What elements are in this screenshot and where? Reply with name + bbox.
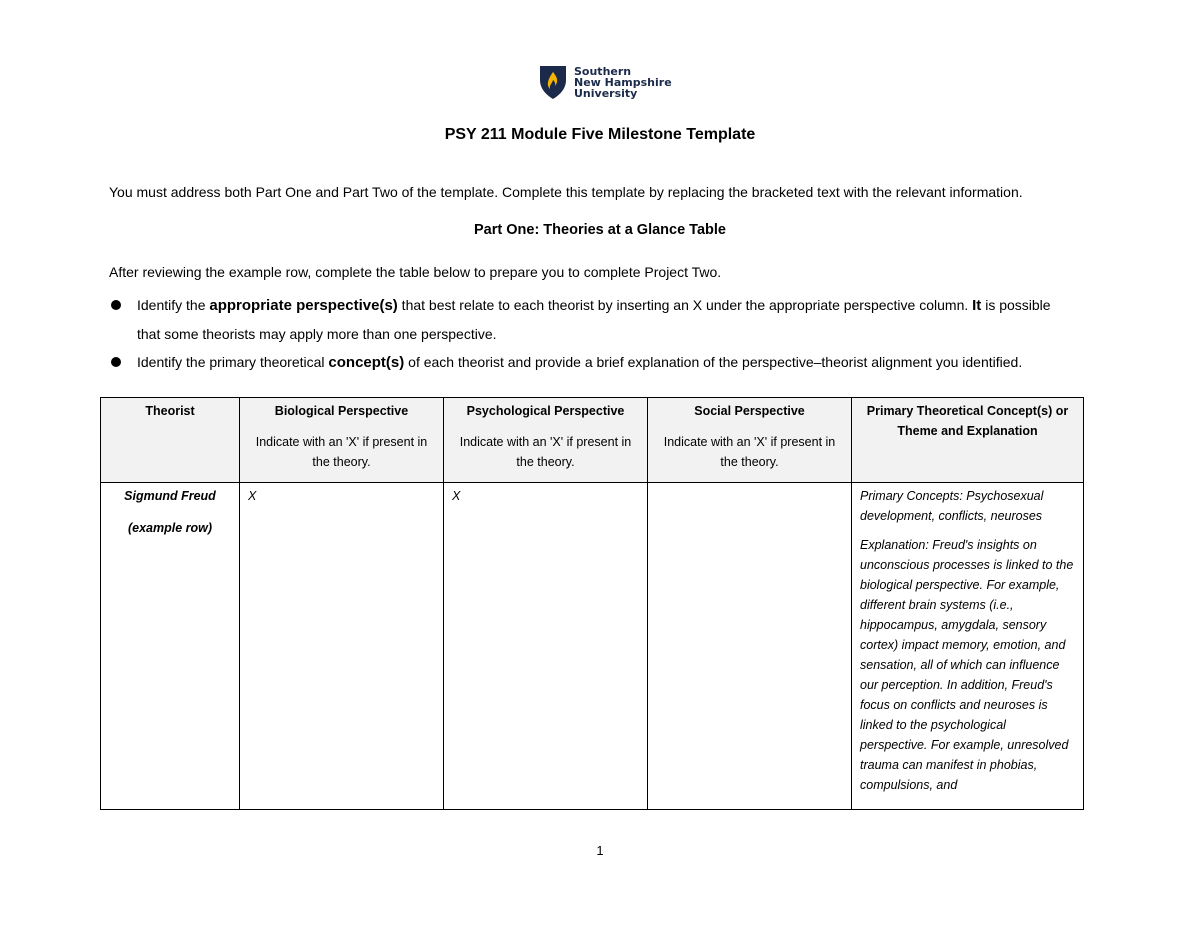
header-label: Biological Perspective — [274, 404, 409, 418]
instruction-list — [109, 291, 1069, 377]
explanation-text: Explanation: Freud's insights on unconscious processes is linked to the biological perspective. For example, different brain systems (i.e., hippocampus, amygdala, sensory cortex) impact memory, emotion, and sensation, all of which can influence our perception. In addition, Freud's focus on conflicts and neuroses is linked to the psychological perspective. For example, unresolved trauma can manifest in phobias, compulsions, and — [860, 538, 1074, 792]
header-label: Social Perspective — [694, 404, 805, 418]
list-item — [109, 291, 1069, 348]
logo-line: New Hampshire — [574, 75, 672, 89]
logo-line: University — [574, 86, 638, 100]
bullet-text: is possible that some theorists may apply more than one perspective. — [137, 297, 1051, 342]
header-label: Theorist — [145, 404, 195, 418]
header-instruction: Indicate with an 'X' if present in the theory. — [255, 435, 428, 469]
primary-concepts-text: Primary Concepts: Psychosexual development, conflicts, neuroses — [860, 489, 1044, 523]
header-instruction: Indicate with an 'X' if present in the theory. — [663, 435, 836, 469]
bullet-icon — [111, 300, 121, 310]
header-label: Psychological Perspective — [466, 404, 625, 418]
logo-wordmark — [574, 66, 672, 99]
theorist-name: Sigmund Freud — [124, 489, 216, 503]
example-label: (example row) — [127, 521, 213, 535]
theories-table — [100, 397, 1084, 810]
logo-line: Southern — [574, 64, 632, 78]
bullet-bold-text: appropriate perspective(s) — [209, 297, 398, 314]
shield-flame-icon — [538, 64, 568, 100]
bullet-icon — [111, 357, 121, 367]
table-header-row — [101, 398, 1084, 483]
header-theorist — [101, 398, 240, 483]
bullet-text: Identify the — [137, 297, 210, 313]
header-instruction: Indicate with an 'X' if present in the theory. — [459, 435, 632, 469]
bullet-text: of each theorist and provide a brief explanation of the perspective–theorist alignment you identified. — [404, 354, 1023, 370]
intro-paragraph: You must address both Part One and Part Two of the template. Complete this template by replacing the bracketed text with the relevant information. — [109, 184, 1023, 200]
bullet-bold-text: concept(s) — [328, 354, 405, 371]
header-social — [648, 398, 852, 483]
page-number: 1 — [596, 843, 604, 858]
part-one-heading: Part One: Theories at a Glance Table — [474, 222, 726, 238]
header-psychological — [444, 398, 648, 483]
bullet-bold-text: It — [972, 297, 982, 314]
list-item — [109, 348, 1069, 377]
university-logo — [538, 64, 672, 100]
bullet-text: that best relate to each theorist by inserting an X under the appropriate perspective column. — [397, 297, 973, 313]
header-label: Primary Theoretical Concept(s) or Theme and Explanation — [866, 404, 1069, 438]
cell-social[interactable] — [648, 483, 852, 810]
header-primary-concepts — [852, 398, 1084, 483]
bullet-text: Identify the primary theoretical — [137, 354, 329, 370]
cell-biological[interactable]: X — [240, 483, 444, 810]
cell-psychological[interactable]: X — [444, 483, 648, 810]
cell-primary-concepts[interactable] — [852, 483, 1084, 810]
after-review-text: After reviewing the example row, complete the table below to prepare you to complete Project Two. — [109, 264, 722, 280]
header-biological — [240, 398, 444, 483]
table-row — [101, 483, 1084, 810]
page-title: PSY 211 Module Five Milestone Template — [444, 126, 756, 143]
cell-theorist[interactable] — [101, 483, 240, 810]
